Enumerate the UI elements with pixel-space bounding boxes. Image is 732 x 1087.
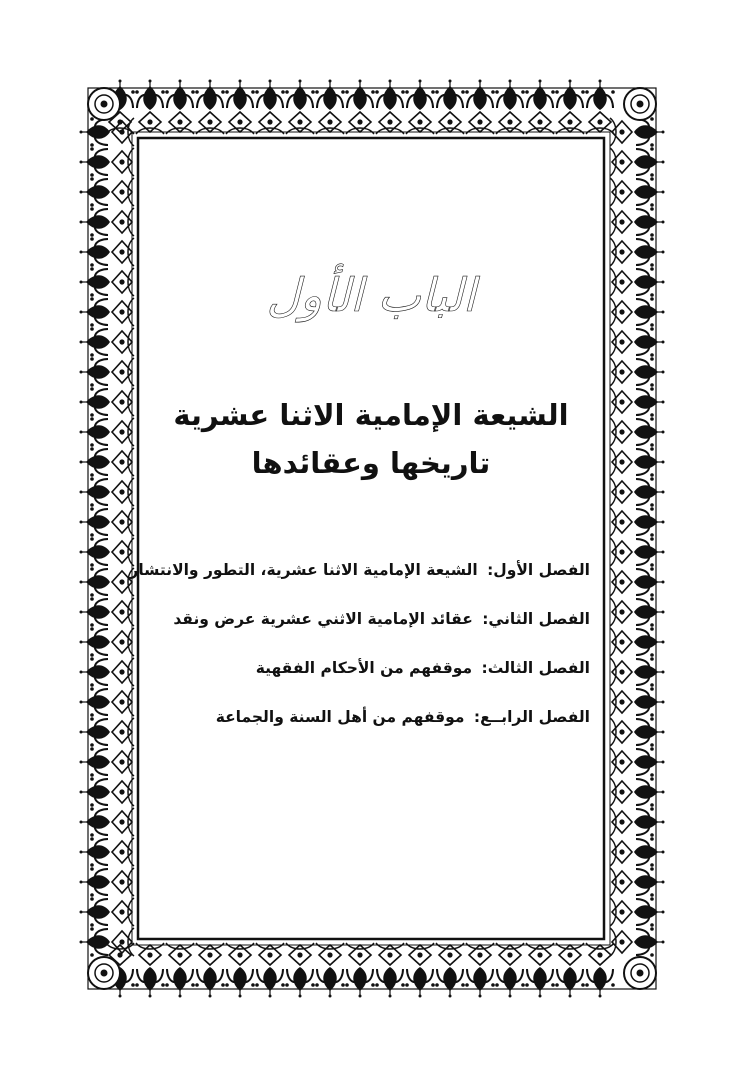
border-motif <box>610 357 658 387</box>
border-motif <box>610 657 658 687</box>
border-motif <box>86 657 134 687</box>
section-text: موقفهم من الأحكام الفقهية <box>255 659 473 677</box>
border-motif <box>86 417 134 447</box>
border-motif <box>86 207 134 237</box>
border-motif <box>86 177 134 207</box>
border-motif <box>610 417 658 447</box>
border-motif <box>610 777 658 807</box>
border-motif <box>345 943 375 991</box>
page-content <box>129 140 602 937</box>
border-motif <box>610 237 658 267</box>
border-motif <box>555 86 585 134</box>
border-motif <box>610 507 658 537</box>
border-motif <box>86 237 134 267</box>
chapter-title: الباب الأول <box>266 268 476 322</box>
section-text: موقفهم من أهل السنة والجماعة <box>215 708 465 726</box>
border-motif <box>86 837 134 867</box>
border-motif <box>86 447 134 477</box>
border-motif <box>610 537 658 567</box>
border-motif <box>610 837 658 867</box>
border-motif <box>225 943 255 991</box>
border-motif <box>610 177 658 207</box>
border-motif <box>610 477 658 507</box>
border-motif <box>405 943 435 991</box>
section-label: الفصل الثالث: <box>481 659 590 677</box>
border-motif <box>86 687 134 717</box>
border-motif <box>525 943 555 991</box>
border-motif <box>86 477 134 507</box>
section-item <box>150 703 590 731</box>
border-motif <box>86 567 134 597</box>
border-motif <box>285 943 315 991</box>
section-item <box>150 654 590 682</box>
border-motif <box>86 387 134 417</box>
border-motif <box>610 207 658 237</box>
border-motif <box>610 117 658 147</box>
border-motif <box>255 943 285 991</box>
border-motif <box>315 86 345 134</box>
border-motif <box>495 86 525 134</box>
border-motif <box>86 867 134 897</box>
border-motif <box>86 807 134 837</box>
border-motif <box>610 867 658 897</box>
border-motif <box>315 943 345 991</box>
main-title: الشيعة الإمامية الاثنا عشرية <box>173 398 569 432</box>
border-motif <box>86 927 134 957</box>
border-motif <box>86 297 134 327</box>
border-motif <box>610 267 658 297</box>
section-label: الفصل الثاني: <box>482 610 590 628</box>
border-motif <box>555 943 585 991</box>
border-motif <box>86 507 134 537</box>
border-motif <box>165 86 195 134</box>
border-motif <box>255 86 285 134</box>
section-text: عقائد الإمامية الاثني عشرية عرض ونقد <box>173 610 473 628</box>
border-motif <box>610 387 658 417</box>
border-motif <box>610 147 658 177</box>
border-motif <box>86 777 134 807</box>
border-motif <box>610 597 658 627</box>
border-motif <box>610 717 658 747</box>
border-motif <box>610 897 658 927</box>
section-text: الشيعة الإمامية الاثنا عشرية، التطور والانتشار <box>129 561 478 579</box>
border-motif <box>435 943 465 991</box>
border-motif <box>610 327 658 357</box>
border-motif <box>86 897 134 927</box>
border-motif <box>610 567 658 597</box>
border-motif <box>86 747 134 777</box>
border-motif <box>225 86 255 134</box>
border-motif <box>610 447 658 477</box>
chapter-sections-list <box>129 556 590 752</box>
border-motif <box>86 327 134 357</box>
border-motif <box>435 86 465 134</box>
border-motif <box>135 86 165 134</box>
border-motif <box>495 943 525 991</box>
section-label: الفصل الأول: <box>487 561 590 579</box>
border-motif <box>86 267 134 297</box>
section-item <box>150 605 590 633</box>
sub-title: تاريخها وعقائدها <box>251 446 491 480</box>
border-motif <box>86 147 134 177</box>
border-motif <box>585 943 615 991</box>
section-item <box>129 556 590 584</box>
border-motif <box>405 86 435 134</box>
border-motif <box>285 86 315 134</box>
border-motif <box>86 537 134 567</box>
section-label: الفصل الرابــع: <box>473 708 590 726</box>
border-motif <box>610 297 658 327</box>
border-motif <box>465 86 495 134</box>
border-motif <box>195 943 225 991</box>
border-motif <box>86 717 134 747</box>
border-motif <box>610 627 658 657</box>
border-motif <box>525 86 555 134</box>
border-motif <box>610 687 658 717</box>
border-motif <box>86 597 134 627</box>
border-motif <box>86 627 134 657</box>
border-motif <box>86 357 134 387</box>
border-motif <box>135 943 165 991</box>
border-motif <box>465 943 495 991</box>
border-motif <box>610 927 658 957</box>
border-motif <box>195 86 225 134</box>
border-motif <box>610 747 658 777</box>
border-motif <box>165 943 195 991</box>
border-motif <box>585 86 615 134</box>
border-motif <box>610 807 658 837</box>
border-motif <box>375 943 405 991</box>
border-motif <box>375 86 405 134</box>
border-motif <box>345 86 375 134</box>
